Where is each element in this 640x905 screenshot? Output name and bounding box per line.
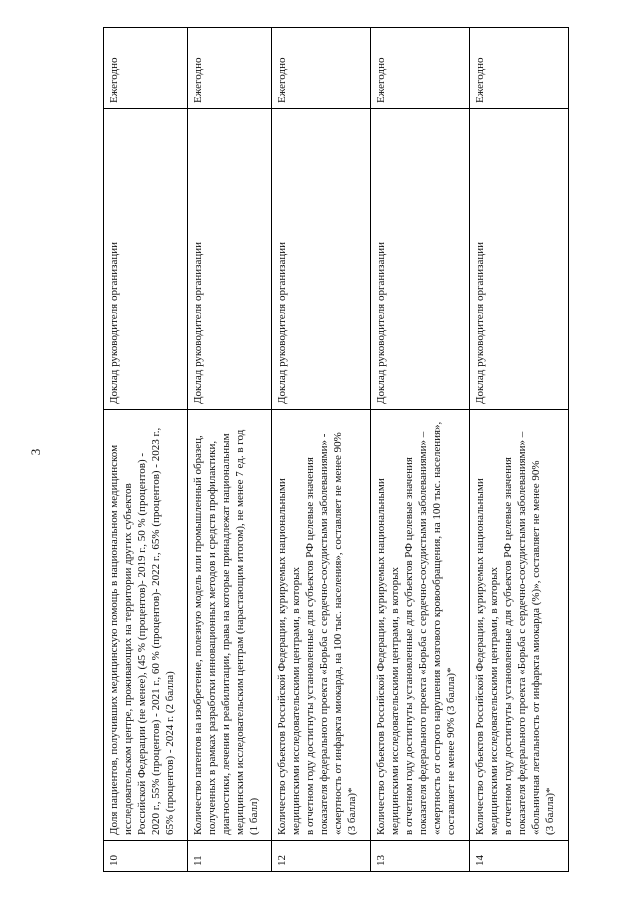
reporting-frequency: Ежегодно	[271, 27, 370, 108]
indicator-description	[370, 409, 469, 840]
description-line: составляет не менее 90% (3 балла)*	[445, 666, 458, 835]
description-line: показателя федерального проекта «Борьба с сердечно-сосудистыми заболеваниями» -	[317, 433, 330, 835]
table-row	[104, 27, 188, 871]
description-line: медицинскими исследовательскими центрами, в которых	[289, 566, 302, 835]
description-line: полученных в рамках разработки инновационных методов и средств профилактики,	[205, 440, 218, 835]
row-number: 11	[187, 840, 271, 871]
row-number: 10	[104, 840, 188, 871]
description-line: 65% (процентов) - 2024 г. (2 балла)	[164, 670, 177, 835]
row-number: 13	[370, 840, 469, 871]
data-source: Доклад руководителя организации	[104, 108, 188, 409]
description-line: «смертность от острого нарушения мозгового кровообращения, на 100 тыс. населения»,	[431, 421, 444, 835]
reporting-frequency: Ежегодно	[370, 27, 469, 108]
data-source: Доклад руководителя организации	[271, 108, 370, 409]
row-number: 12	[271, 840, 370, 871]
table-row	[370, 27, 469, 871]
data-source: Доклад руководителя организации	[469, 108, 568, 409]
table-row	[187, 27, 271, 871]
indicator-description	[469, 409, 568, 840]
reporting-frequency: Ежегодно	[469, 27, 568, 108]
indicators-table	[103, 27, 569, 872]
description-line: медицинскими исследовательскими центрами, в которых	[487, 566, 500, 835]
reporting-frequency: Ежегодно	[187, 27, 271, 108]
description-line: в отчетном году достигнуты установленные для субъектов РФ целевые значения	[402, 456, 415, 835]
description-line: исследовательском центре, проживающих на территории других субъектов	[122, 482, 135, 835]
description-line: «больничная летальность от инфаркта миокарда (%)», составляет не менее 90%	[530, 459, 543, 835]
description-line: «смертность от инфаркта миокарда, на 100 тыс. населения», составляет не менее 90%	[332, 431, 344, 835]
description-line: в отчетном году достигнуты установленные для субъектов РФ целевые значения	[502, 456, 515, 835]
description-line: Количество субъектов Российской Федерации, курируемых национальными	[374, 477, 387, 835]
page-number: 3	[28, 448, 43, 456]
indicator-description	[187, 409, 271, 840]
data-source: Доклад руководителя организации	[187, 108, 271, 409]
description-line: диагностики, лечения и реабилитации, права на которые принадлежат национальным	[220, 432, 232, 835]
rotated-page-content	[103, 34, 569, 872]
description-line: 2020 г., 55% (процентов) - 2021 г., 60 % (процентов)- 2022 г., 65% (процентов) - 2023 г.,	[150, 427, 163, 835]
table-row	[271, 27, 370, 871]
description-line: медицинскими исследовательскими центрами, в которых	[388, 566, 401, 835]
description-line: Количество субъектов Российской Федерации, курируемых национальными	[473, 477, 486, 835]
description-line: Количество патентов на изобретение, полезную модель или промышленный образец,	[191, 434, 204, 835]
description-line: медицинским исследовательским центрам (нарастающим итогом), не менее 7 ед. в год	[234, 429, 247, 835]
indicator-description	[271, 409, 370, 840]
reporting-frequency: Ежегодно	[104, 27, 188, 108]
description-line: показателя федерального проекта «Борьба с сердечно-сосудистыми заболеваниями» –	[516, 431, 529, 835]
row-number: 14	[469, 840, 568, 871]
indicator-description	[104, 409, 188, 840]
description-line: показателя федерального проекта «Борьба с сердечно-сосудистыми заболеваниями» –	[417, 431, 430, 835]
description-line: (3 балла)*	[544, 786, 557, 835]
description-line: (3 балла)*	[346, 786, 359, 835]
description-line: (1 балл)	[248, 797, 261, 835]
description-line: Российской Федерации (не менее), (45 % (процентов)- 2019 г., 50 % (процентов) -	[136, 452, 149, 835]
table-row	[469, 27, 568, 871]
description-line: Количество субъектов Российской Федерации, курируемых национальными	[275, 477, 288, 835]
table-body	[104, 27, 569, 871]
description-line: Доля пациентов, получивших медицинскую помощь в национальном медицинском	[108, 444, 120, 835]
data-source: Доклад руководителя организации	[370, 108, 469, 409]
description-line: в отчетном году достигнуты установленные для субъектов РФ целевые значения	[303, 456, 316, 835]
